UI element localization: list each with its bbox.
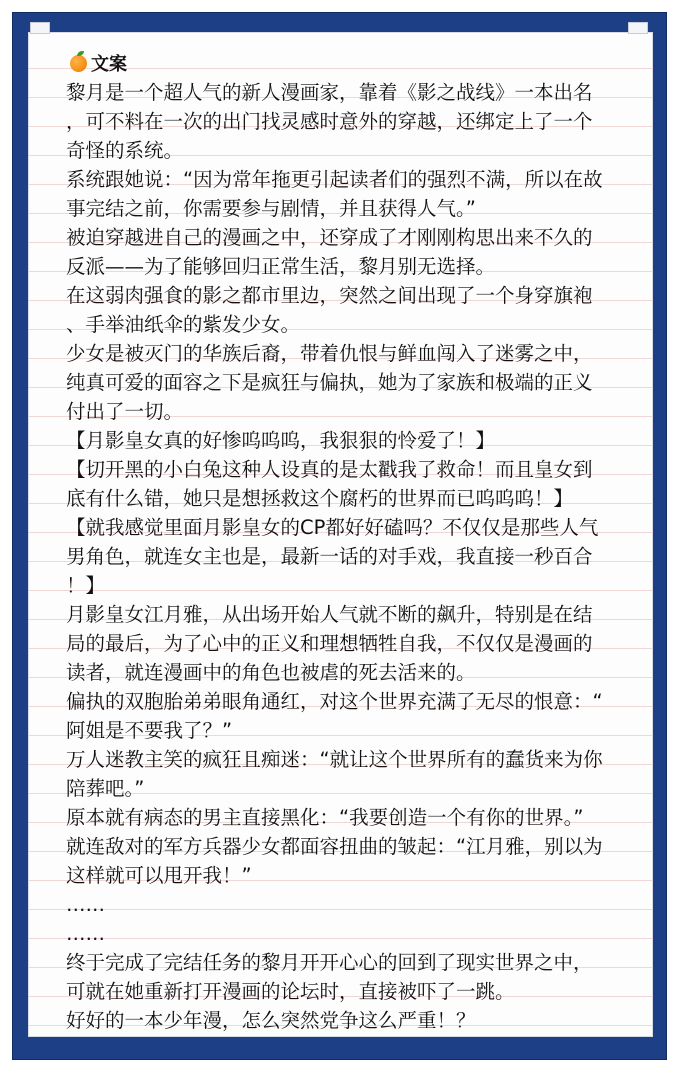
text-line: 局的最后，为了心中的正义和理想牺牲自我，不仅仅是漫画的 bbox=[66, 632, 593, 655]
paper-tab-right bbox=[628, 22, 648, 34]
text-line: 读者，就连漫画中的角色也被虐的死去活来的。 bbox=[66, 661, 476, 684]
synopsis-text bbox=[66, 78, 632, 1035]
text-line: …… bbox=[66, 893, 105, 916]
text-line: 月影皇女江月雅，从出场开始人气就不断的飙升，特别是在结 bbox=[66, 603, 593, 626]
text-line: 系统跟她说：“因为常年拖更引起读者们的强烈不满，所以在故 bbox=[66, 168, 603, 191]
text-line: 阿姐是不要我了？” bbox=[66, 719, 233, 742]
text-line: 男角色，就连女主也是，最新一话的对手戏，我直接一秒百合 bbox=[66, 545, 593, 568]
orange-icon bbox=[70, 55, 87, 72]
text-line: ，可不料在一次的出门找灵感时意外的穿越，还绑定上了一个 bbox=[66, 110, 593, 133]
text-line: 【就我感觉里面月影皇女的CP都好好磕吗？不仅仅是那些人气 bbox=[66, 516, 599, 539]
text-line: 被迫穿越进自己的漫画之中，还穿成了才刚刚构思出来不久的 bbox=[66, 226, 593, 249]
text-line: 陪葬吧。” bbox=[66, 777, 145, 800]
text-line: 少女是被灭门的华族后裔，带着仇恨与鲜血闯入了迷雾之中， bbox=[66, 342, 593, 365]
text-line: 偏执的双胞胎弟弟眼角通红，对这个世界充满了无尽的恨意：“ bbox=[66, 690, 603, 713]
text-line: 纯真可爱的面容之下是疯狂与偏执，她为了家族和极端的正义 bbox=[66, 371, 593, 394]
text-line: 就连敌对的军方兵器少女都面容扭曲的皱起：“江月雅，别以为 bbox=[66, 835, 603, 858]
text-line: …… bbox=[66, 922, 105, 945]
text-line: 、手举油纸伞的紫发少女。 bbox=[66, 313, 301, 336]
text-line: 这样就可以甩开我！” bbox=[66, 864, 252, 887]
text-line: 终于完成了完结任务的黎月开开心心的回到了现实世界之中， bbox=[66, 951, 593, 974]
text-line: 黎月是一个超人气的新人漫画家，靠着《影之战线》一本出名 bbox=[66, 81, 593, 104]
text-line: 【月影皇女真的好惨呜呜呜，我狠狠的怜爱了！】 bbox=[66, 429, 496, 452]
paper-tab-left bbox=[30, 22, 50, 34]
text-line: 付出了一切。 bbox=[66, 400, 184, 423]
text-line: 奇怪的系统。 bbox=[66, 139, 184, 162]
text-line: 事完结之前，你需要参与剧情，并且获得人气。” bbox=[66, 197, 476, 220]
text-line: ！】 bbox=[66, 574, 106, 597]
text-line: 万人迷教主笑的疯狂且痴迷：“就让这个世界所有的蠢货来为你 bbox=[66, 748, 603, 771]
text-line: 原本就有病态的男主直接黑化：“我要创造一个有你的世界。” bbox=[66, 806, 584, 829]
section-heading bbox=[66, 50, 632, 76]
text-line: 反派——为了能够回归正常生活，黎月别无选择。 bbox=[66, 255, 496, 278]
section-title: 文案 bbox=[91, 54, 127, 75]
text-line: 在这弱肉强食的影之都市里边，突然之间出现了一个身穿旗袍 bbox=[66, 284, 593, 307]
text-line: 好好的一本少年漫，怎么突然党争这么严重！？ bbox=[66, 1009, 476, 1032]
text-line: 可就在她重新打开漫画的论坛时，直接被吓了一跳。 bbox=[66, 980, 515, 1003]
text-line: 底有什么错，她只是想拯救这个腐朽的世界而已呜呜呜！】 bbox=[66, 487, 574, 510]
text-line: 【切开黑的小白兔这种人设真的是太戳我了救命！而且皇女到 bbox=[66, 458, 593, 481]
document-body bbox=[66, 50, 632, 1035]
